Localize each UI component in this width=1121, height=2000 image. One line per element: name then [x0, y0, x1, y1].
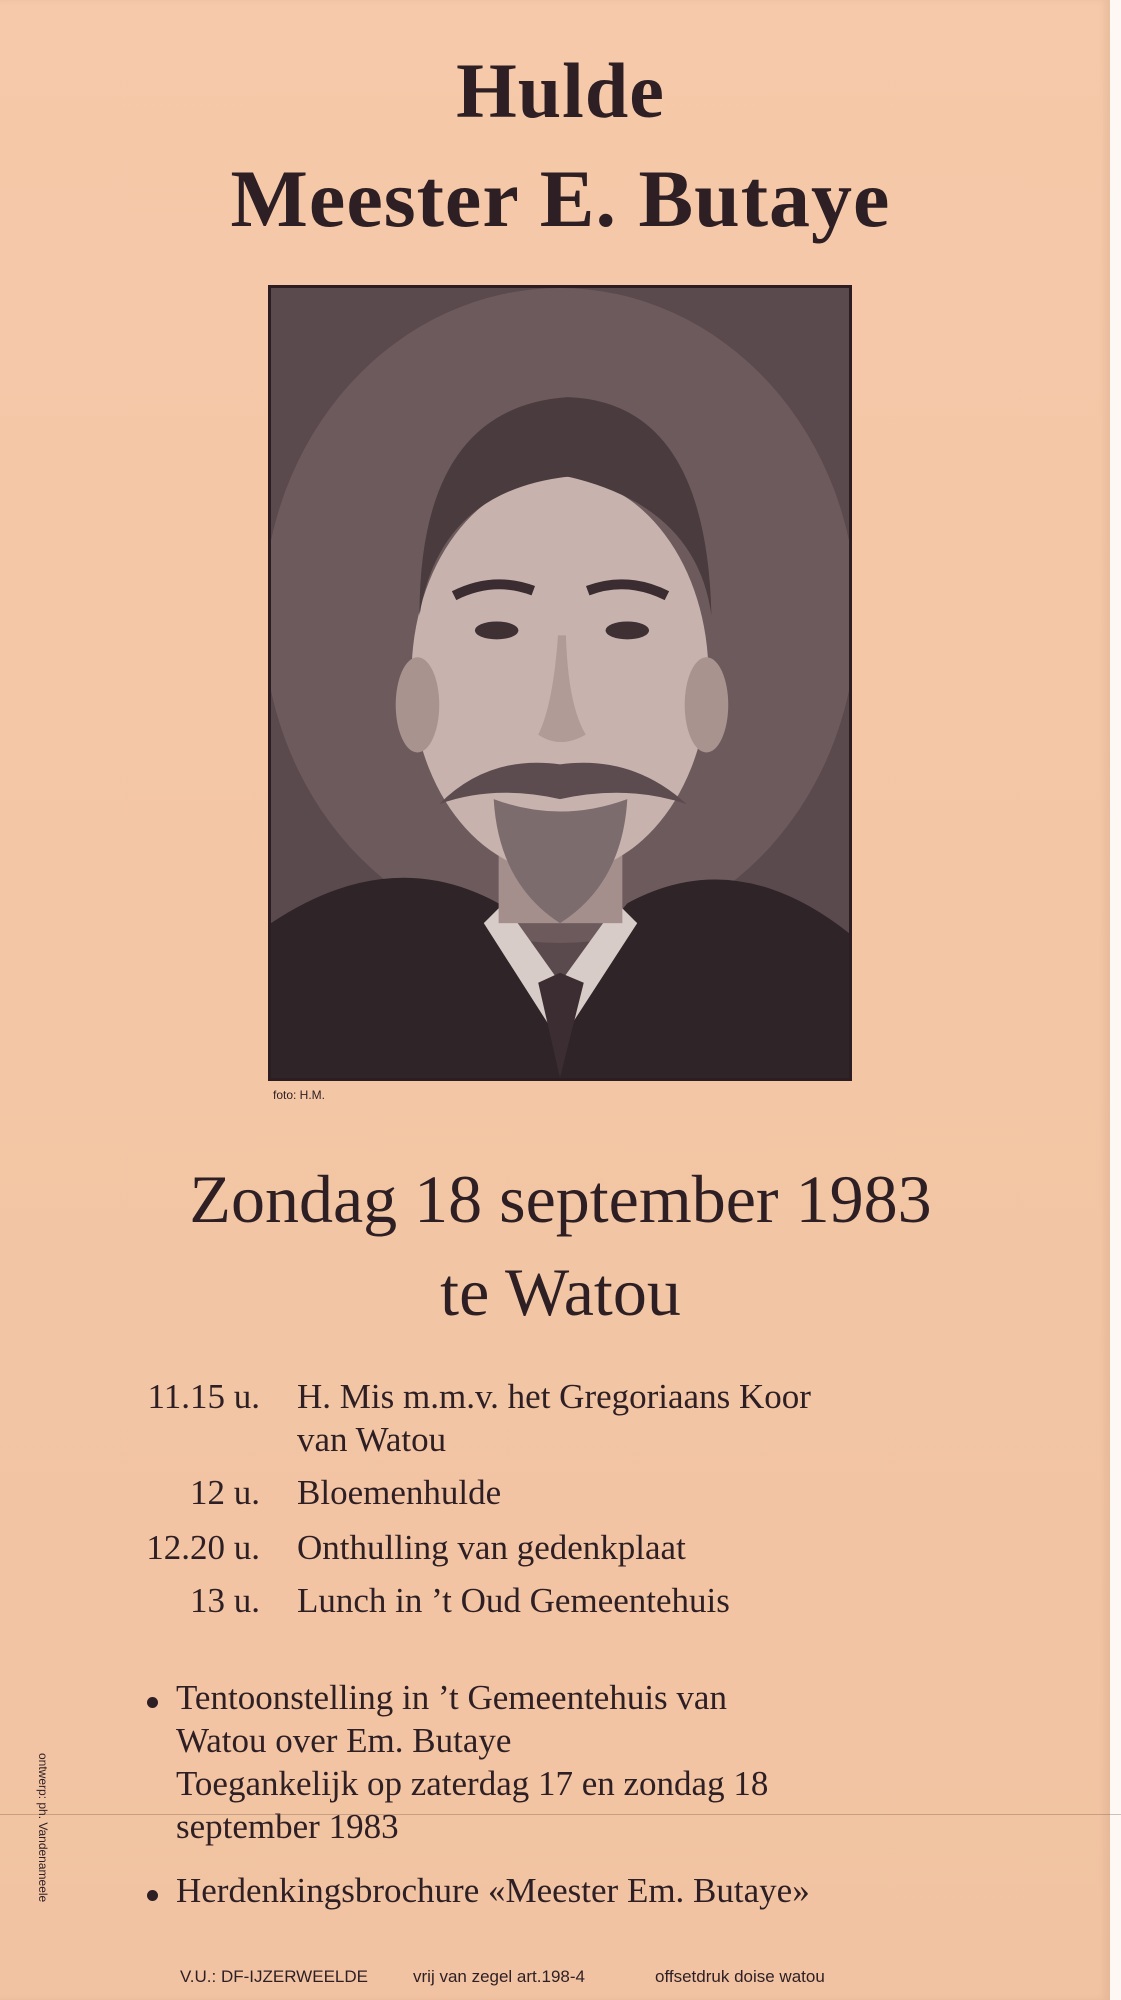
- fold-line: [0, 1814, 1121, 1815]
- bullet-icon: [147, 1890, 158, 1901]
- bullet-icon: [147, 1697, 158, 1708]
- title-hulde: Hulde: [456, 47, 665, 134]
- footer-stamp-note: vrij van zegel art.198-4: [413, 1967, 585, 1986]
- photo-credit: foto: H.M.: [273, 1088, 326, 1102]
- footer-printer: offsetdruk doise watou: [655, 1967, 825, 1986]
- schedule-time: 13 u.: [190, 1581, 260, 1620]
- schedule-time: 12 u.: [190, 1473, 260, 1512]
- event-date: Zondag 18 september 1983: [189, 1161, 932, 1237]
- note-text: september 1983: [176, 1807, 399, 1846]
- note-text: Watou over Em. Butaye: [176, 1721, 512, 1760]
- schedule-text: H. Mis m.m.v. het Gregoriaans Koor: [297, 1377, 811, 1416]
- event-place: te Watou: [440, 1254, 681, 1330]
- footer-responsible-publisher: V.U.: DF-IJZERWEELDE: [180, 1967, 368, 1986]
- schedule-text: Onthulling van gedenkplaat: [297, 1528, 686, 1567]
- schedule-text: Lunch in ’t Oud Gemeentehuis: [297, 1581, 730, 1620]
- paper-edge: [1110, 0, 1121, 2000]
- schedule-text: Bloemenhulde: [297, 1473, 502, 1512]
- schedule-time: 12.20 u.: [146, 1528, 260, 1567]
- schedule-time: 11.15 u.: [147, 1377, 260, 1416]
- note-text: Toegankelijk op zaterdag 17 en zondag 18: [176, 1764, 769, 1803]
- design-credit: ontwerp: ph. Vandenameele: [36, 1753, 50, 1903]
- portrait-photo: [268, 285, 852, 1081]
- note-text: Tentoonstelling in ’t Gemeentehuis van: [176, 1678, 727, 1717]
- title-name: Meester E. Butaye: [230, 153, 891, 244]
- note-text: Herdenkingsbrochure «Meester Em. Butaye»: [176, 1871, 810, 1910]
- schedule-text: van Watou: [297, 1420, 447, 1459]
